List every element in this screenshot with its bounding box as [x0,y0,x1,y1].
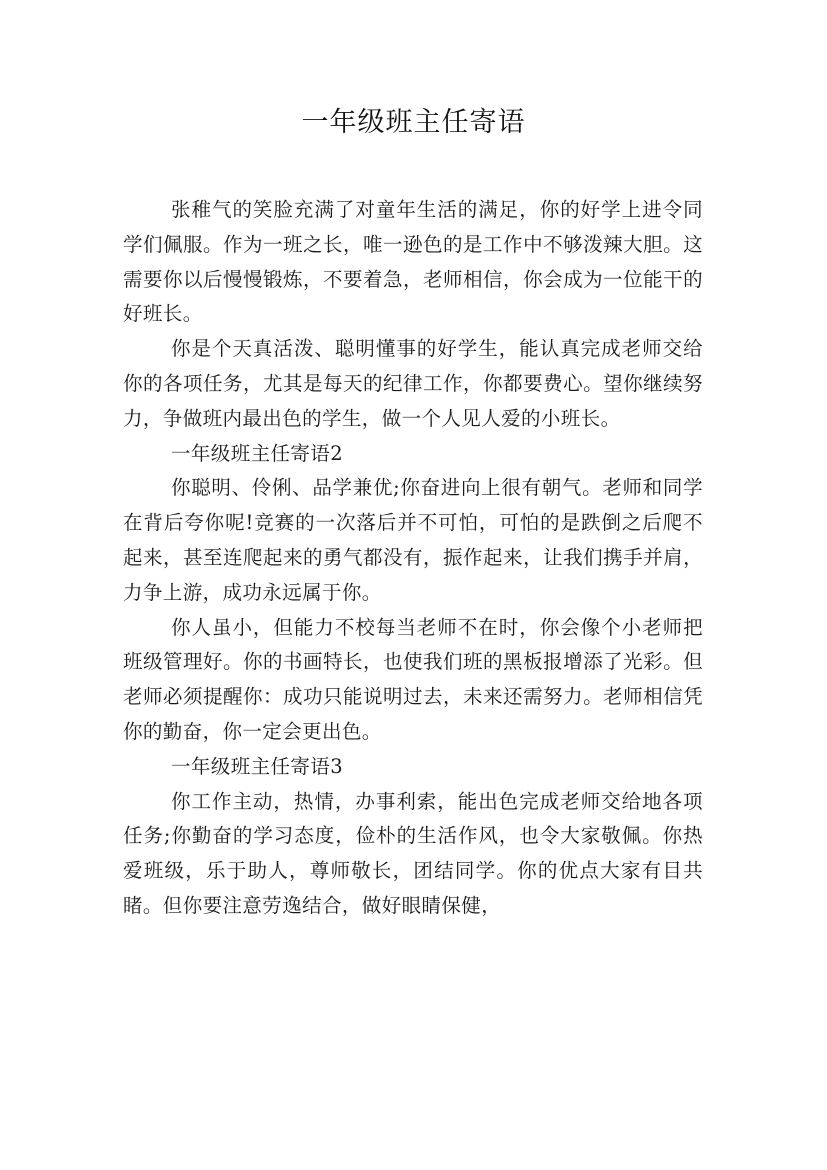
paragraph-3: 你聪明、伶俐、品学兼优;你奋进向上很有朝气。老师和同学在背后夸你呢!竞赛的一次落后并不可怕，可怕的是跌倒之后爬不起来，甚至连爬起来的勇气都没有，振作起来，让我们携手并肩，力争上游，成功永远属于你。 [123,476,703,604]
section-heading-2: 一年级班主任寄语2 [171,441,344,465]
paragraph-1: 张稚气的笑脸充满了对童年生活的满足，你的好学上进令同学们佩服。作为一班之长，唯一逊色的是工作中不够泼辣大胆。这需要你以后慢慢锻炼，不要着急，老师相信，你会成为一位能干的好班长。 [123,198,703,326]
paragraph-2: 你是个天真活泼、聪明懂事的好学生，能认真完成老师交给你的各项任务，尤其是每天的纪律工作，你都要费心。望你继续努力，争做班内最出色的学生，做一个人见人爱的小班长。 [123,337,703,430]
paragraph-5: 你工作主动，热情，办事利索，能出色完成老师交给地各项任务;你勤奋的学习态度，俭朴的生活作风，也令大家敬佩。你热爱班级，乐于助人，尊师敬长，团结同学。你的优点大家有目共睹。但你要注意劳逸结合，做好眼睛保健， [123,789,703,917]
section-heading-3: 一年级班主任寄语3 [171,754,344,778]
paragraph-4: 你人虽小，但能力不校每当老师不在时，你会像个小老师把班级管理好。你的书画特长，也使我们班的黑板报增添了光彩。但老师必须提醒你：成功只能说明过去，未来还需努力。老师相信凭你的勤奋，你一定会更出色。 [123,615,703,743]
document-body [123,193,703,924]
document-title: 一年级班主任寄语 [301,107,526,138]
